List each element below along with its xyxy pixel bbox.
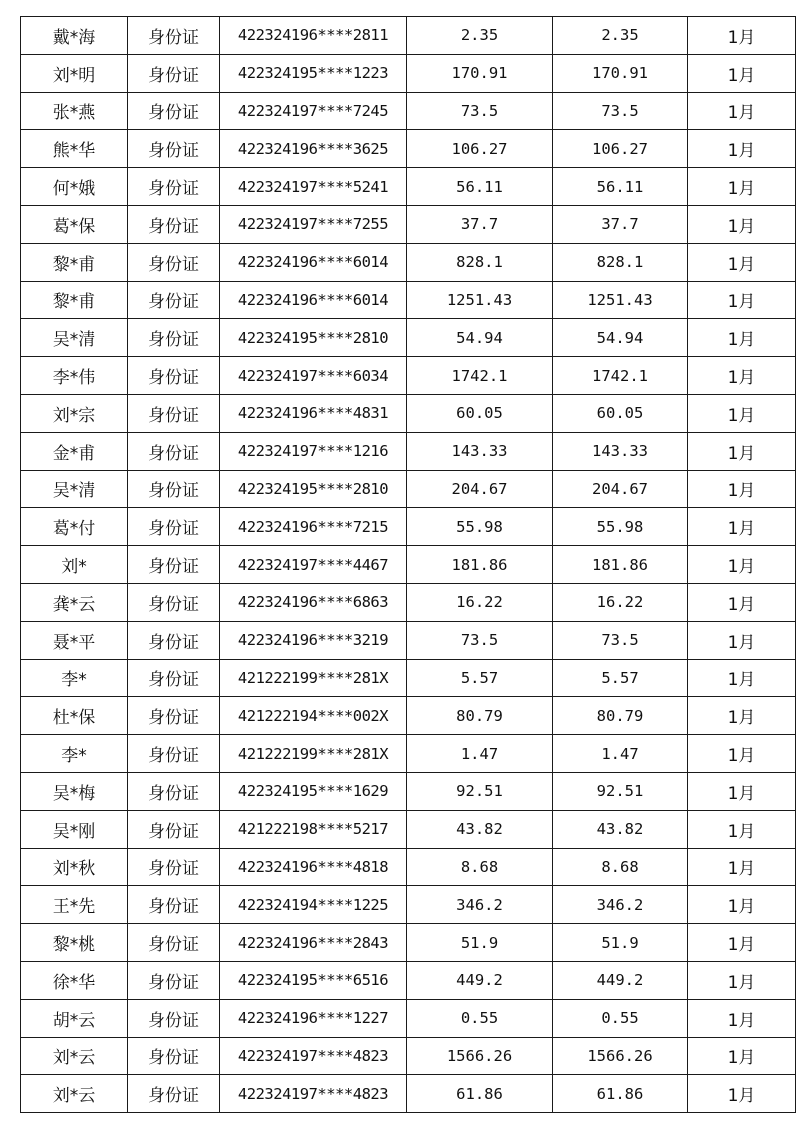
amount-paid-cell: 56.11 xyxy=(553,168,688,206)
id-type-cell: 身份证 xyxy=(128,508,220,546)
table-row xyxy=(21,999,796,1037)
amount-cell: 60.05 xyxy=(407,394,553,432)
id-number-cell: 422324196****6014 xyxy=(220,243,407,281)
amount-paid-cell: 181.86 xyxy=(553,546,688,584)
name-cell: 刘*宗 xyxy=(21,394,128,432)
name-cell: 熊*华 xyxy=(21,130,128,168)
name-cell: 何*娥 xyxy=(21,168,128,206)
amount-cell: 16.22 xyxy=(407,583,553,621)
amount-cell: 2.35 xyxy=(407,17,553,55)
amount-paid-cell: 8.68 xyxy=(553,848,688,886)
name-cell: 刘* xyxy=(21,546,128,584)
amount-paid-cell: 828.1 xyxy=(553,243,688,281)
name-cell: 李*伟 xyxy=(21,357,128,395)
table-row xyxy=(21,357,796,395)
table-row xyxy=(21,243,796,281)
name-cell: 葛*付 xyxy=(21,508,128,546)
id-type-cell: 身份证 xyxy=(128,697,220,735)
amount-cell: 55.98 xyxy=(407,508,553,546)
month-cell: 1月 xyxy=(688,470,796,508)
id-type-cell: 身份证 xyxy=(128,659,220,697)
id-type-cell: 身份证 xyxy=(128,394,220,432)
id-number-cell: 422324197****5241 xyxy=(220,168,407,206)
amount-paid-cell: 1566.26 xyxy=(553,1037,688,1075)
id-type-cell: 身份证 xyxy=(128,130,220,168)
name-cell: 刘*秋 xyxy=(21,848,128,886)
month-cell: 1月 xyxy=(688,886,796,924)
name-cell: 刘*云 xyxy=(21,1037,128,1075)
amount-paid-cell: 60.05 xyxy=(553,394,688,432)
amount-paid-cell: 54.94 xyxy=(553,319,688,357)
amount-paid-cell: 51.9 xyxy=(553,924,688,962)
id-number-cell: 422324197****4823 xyxy=(220,1075,407,1113)
amount-paid-cell: 170.91 xyxy=(553,54,688,92)
table-row xyxy=(21,659,796,697)
amount-cell: 51.9 xyxy=(407,924,553,962)
month-cell: 1月 xyxy=(688,243,796,281)
month-cell: 1月 xyxy=(688,17,796,55)
amount-paid-cell: 80.79 xyxy=(553,697,688,735)
id-type-cell: 身份证 xyxy=(128,470,220,508)
amount-paid-cell: 43.82 xyxy=(553,810,688,848)
amount-cell: 54.94 xyxy=(407,319,553,357)
amount-cell: 56.11 xyxy=(407,168,553,206)
table-row xyxy=(21,886,796,924)
name-cell: 黎*桃 xyxy=(21,924,128,962)
amount-paid-cell: 1251.43 xyxy=(553,281,688,319)
id-number-cell: 422324196****6863 xyxy=(220,583,407,621)
table-row xyxy=(21,130,796,168)
month-cell: 1月 xyxy=(688,697,796,735)
amount-paid-cell: 55.98 xyxy=(553,508,688,546)
amount-cell: 170.91 xyxy=(407,54,553,92)
amount-cell: 80.79 xyxy=(407,697,553,735)
month-cell: 1月 xyxy=(688,659,796,697)
amount-cell: 1566.26 xyxy=(407,1037,553,1075)
id-number-cell: 422324195****2810 xyxy=(220,319,407,357)
id-number-cell: 422324197****6034 xyxy=(220,357,407,395)
amount-paid-cell: 5.57 xyxy=(553,659,688,697)
amount-paid-cell: 0.55 xyxy=(553,999,688,1037)
amount-paid-cell: 143.33 xyxy=(553,432,688,470)
id-type-cell: 身份证 xyxy=(128,205,220,243)
amount-cell: 181.86 xyxy=(407,546,553,584)
id-number-cell: 422324196****2811 xyxy=(220,17,407,55)
amount-paid-cell: 2.35 xyxy=(553,17,688,55)
month-cell: 1月 xyxy=(688,1075,796,1113)
month-cell: 1月 xyxy=(688,924,796,962)
table-row xyxy=(21,281,796,319)
amount-cell: 346.2 xyxy=(407,886,553,924)
table-row xyxy=(21,848,796,886)
id-number-cell: 422324196****3219 xyxy=(220,621,407,659)
amount-cell: 43.82 xyxy=(407,810,553,848)
name-cell: 王*先 xyxy=(21,886,128,924)
table-row xyxy=(21,508,796,546)
amount-cell: 1742.1 xyxy=(407,357,553,395)
amount-paid-cell: 61.86 xyxy=(553,1075,688,1113)
id-number-cell: 422324196****7215 xyxy=(220,508,407,546)
subsidy-table xyxy=(20,16,796,1113)
id-type-cell: 身份证 xyxy=(128,886,220,924)
amount-cell: 449.2 xyxy=(407,961,553,999)
month-cell: 1月 xyxy=(688,621,796,659)
id-type-cell: 身份证 xyxy=(128,1075,220,1113)
table-row xyxy=(21,319,796,357)
table-row xyxy=(21,735,796,773)
table-row xyxy=(21,92,796,130)
amount-paid-cell: 1742.1 xyxy=(553,357,688,395)
id-number-cell: 422324197****7245 xyxy=(220,92,407,130)
table-row xyxy=(21,546,796,584)
id-number-cell: 422324195****1629 xyxy=(220,772,407,810)
month-cell: 1月 xyxy=(688,810,796,848)
name-cell: 戴*海 xyxy=(21,17,128,55)
name-cell: 刘*明 xyxy=(21,54,128,92)
amount-paid-cell: 204.67 xyxy=(553,470,688,508)
id-type-cell: 身份证 xyxy=(128,810,220,848)
name-cell: 吴*刚 xyxy=(21,810,128,848)
table-row xyxy=(21,17,796,55)
table-row xyxy=(21,621,796,659)
table-row xyxy=(21,924,796,962)
amount-cell: 1251.43 xyxy=(407,281,553,319)
table-body xyxy=(21,17,796,1113)
id-type-cell: 身份证 xyxy=(128,999,220,1037)
id-number-cell: 422324197****1216 xyxy=(220,432,407,470)
month-cell: 1月 xyxy=(688,54,796,92)
amount-cell: 106.27 xyxy=(407,130,553,168)
id-type-cell: 身份证 xyxy=(128,17,220,55)
amount-cell: 5.57 xyxy=(407,659,553,697)
id-number-cell: 422324196****3625 xyxy=(220,130,407,168)
table-row xyxy=(21,810,796,848)
name-cell: 聂*平 xyxy=(21,621,128,659)
name-cell: 徐*华 xyxy=(21,961,128,999)
id-type-cell: 身份证 xyxy=(128,924,220,962)
id-type-cell: 身份证 xyxy=(128,92,220,130)
table-row xyxy=(21,697,796,735)
id-number-cell: 422324195****1223 xyxy=(220,54,407,92)
month-cell: 1月 xyxy=(688,357,796,395)
month-cell: 1月 xyxy=(688,999,796,1037)
month-cell: 1月 xyxy=(688,735,796,773)
amount-cell: 92.51 xyxy=(407,772,553,810)
month-cell: 1月 xyxy=(688,205,796,243)
month-cell: 1月 xyxy=(688,394,796,432)
id-number-cell: 421222199****281X xyxy=(220,735,407,773)
name-cell: 李* xyxy=(21,735,128,773)
id-type-cell: 身份证 xyxy=(128,243,220,281)
amount-paid-cell: 73.5 xyxy=(553,92,688,130)
amount-cell: 73.5 xyxy=(407,621,553,659)
id-number-cell: 422324194****1225 xyxy=(220,886,407,924)
name-cell: 黎*甫 xyxy=(21,281,128,319)
table-row xyxy=(21,772,796,810)
amount-cell: 8.68 xyxy=(407,848,553,886)
id-type-cell: 身份证 xyxy=(128,848,220,886)
id-number-cell: 421222194****002X xyxy=(220,697,407,735)
amount-paid-cell: 449.2 xyxy=(553,961,688,999)
id-type-cell: 身份证 xyxy=(128,772,220,810)
month-cell: 1月 xyxy=(688,92,796,130)
month-cell: 1月 xyxy=(688,130,796,168)
id-number-cell: 421222198****5217 xyxy=(220,810,407,848)
amount-paid-cell: 106.27 xyxy=(553,130,688,168)
id-number-cell: 422324197****7255 xyxy=(220,205,407,243)
id-type-cell: 身份证 xyxy=(128,735,220,773)
id-type-cell: 身份证 xyxy=(128,621,220,659)
id-type-cell: 身份证 xyxy=(128,546,220,584)
amount-cell: 1.47 xyxy=(407,735,553,773)
amount-paid-cell: 346.2 xyxy=(553,886,688,924)
month-cell: 1月 xyxy=(688,319,796,357)
month-cell: 1月 xyxy=(688,961,796,999)
table-row xyxy=(21,394,796,432)
id-number-cell: 422324196****4831 xyxy=(220,394,407,432)
table-row xyxy=(21,961,796,999)
id-type-cell: 身份证 xyxy=(128,583,220,621)
month-cell: 1月 xyxy=(688,508,796,546)
month-cell: 1月 xyxy=(688,772,796,810)
id-number-cell: 422324197****4467 xyxy=(220,546,407,584)
name-cell: 吴*清 xyxy=(21,470,128,508)
month-cell: 1月 xyxy=(688,168,796,206)
amount-cell: 143.33 xyxy=(407,432,553,470)
name-cell: 张*燕 xyxy=(21,92,128,130)
month-cell: 1月 xyxy=(688,432,796,470)
name-cell: 葛*保 xyxy=(21,205,128,243)
name-cell: 杜*保 xyxy=(21,697,128,735)
table-row xyxy=(21,205,796,243)
id-type-cell: 身份证 xyxy=(128,281,220,319)
month-cell: 1月 xyxy=(688,546,796,584)
month-cell: 1月 xyxy=(688,848,796,886)
name-cell: 李* xyxy=(21,659,128,697)
month-cell: 1月 xyxy=(688,583,796,621)
id-number-cell: 422324196****6014 xyxy=(220,281,407,319)
amount-cell: 73.5 xyxy=(407,92,553,130)
table-row xyxy=(21,1037,796,1075)
id-number-cell: 422324196****1227 xyxy=(220,999,407,1037)
id-type-cell: 身份证 xyxy=(128,319,220,357)
amount-cell: 61.86 xyxy=(407,1075,553,1113)
amount-paid-cell: 37.7 xyxy=(553,205,688,243)
id-type-cell: 身份证 xyxy=(128,54,220,92)
table-row xyxy=(21,470,796,508)
amount-paid-cell: 1.47 xyxy=(553,735,688,773)
amount-paid-cell: 92.51 xyxy=(553,772,688,810)
month-cell: 1月 xyxy=(688,281,796,319)
name-cell: 黎*甫 xyxy=(21,243,128,281)
table-row xyxy=(21,54,796,92)
id-number-cell: 422324196****4818 xyxy=(220,848,407,886)
id-type-cell: 身份证 xyxy=(128,357,220,395)
id-type-cell: 身份证 xyxy=(128,961,220,999)
name-cell: 吴*梅 xyxy=(21,772,128,810)
amount-cell: 37.7 xyxy=(407,205,553,243)
table-row xyxy=(21,432,796,470)
id-type-cell: 身份证 xyxy=(128,1037,220,1075)
table-row xyxy=(21,583,796,621)
table-row xyxy=(21,168,796,206)
id-type-cell: 身份证 xyxy=(128,432,220,470)
name-cell: 龚*云 xyxy=(21,583,128,621)
name-cell: 胡*云 xyxy=(21,999,128,1037)
amount-paid-cell: 16.22 xyxy=(553,583,688,621)
id-type-cell: 身份证 xyxy=(128,168,220,206)
month-cell: 1月 xyxy=(688,1037,796,1075)
name-cell: 吴*清 xyxy=(21,319,128,357)
name-cell: 金*甫 xyxy=(21,432,128,470)
amount-cell: 0.55 xyxy=(407,999,553,1037)
table-row xyxy=(21,1075,796,1113)
amount-paid-cell: 73.5 xyxy=(553,621,688,659)
id-number-cell: 422324195****2810 xyxy=(220,470,407,508)
name-cell: 刘*云 xyxy=(21,1075,128,1113)
id-number-cell: 421222199****281X xyxy=(220,659,407,697)
amount-cell: 204.67 xyxy=(407,470,553,508)
id-number-cell: 422324197****4823 xyxy=(220,1037,407,1075)
id-number-cell: 422324195****6516 xyxy=(220,961,407,999)
amount-cell: 828.1 xyxy=(407,243,553,281)
id-number-cell: 422324196****2843 xyxy=(220,924,407,962)
